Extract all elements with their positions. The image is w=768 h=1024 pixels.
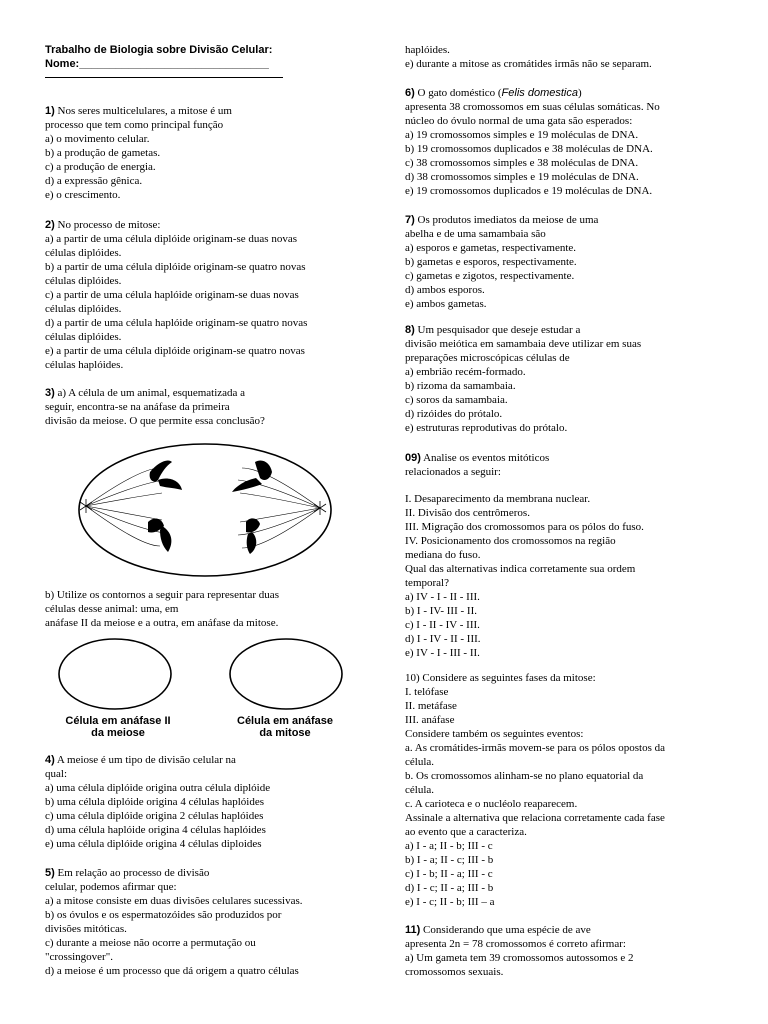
q2-option-d: d) a partir de uma célula haplóide originam-se quatro novas células diplóides.	[45, 317, 308, 343]
q10-option-e: e) I - c; II - b; III – a	[405, 896, 495, 908]
q6-text-2: apresenta 38 cromossomos em suas células somáticas. No núcleo do óvulo normal de uma gata são esperados:	[405, 101, 660, 127]
q1-option-c: c) a produção de energia.	[45, 161, 156, 173]
q5-option-d-continued: haplóides.	[405, 44, 450, 56]
q10-number: 10)	[405, 672, 420, 684]
q10-phase-1: I. telófase	[405, 686, 449, 698]
q2-option-c: c) a partir de uma célula haplóide originam-se duas novas células diplóides.	[45, 289, 299, 315]
q4-option-a: a) uma célula diplóide origina outra célula diplóide	[45, 782, 271, 794]
q10-event-c: c. A carioteca e o nucléolo reaparecem.	[405, 798, 578, 810]
question-2: 2) No processo de mitose: a) a partir de uma célula diplóide originam-se duas novas células diplóides. b) a partir de uma célula diplóide originam-se quatro novas células diplóides. c) a partir de uma célula haplóide originam-se duas novas células diplóides. d) a partir de uma célula haplóide originam-se quatro novas células diplóides. e) a partir de uma célula diplóide originam-se quatro novas células haplóides.	[45, 218, 363, 372]
question-3b	[45, 588, 363, 630]
q2-option-b: b) a partir de uma célula diplóide originam-se quatro novas células diplóides.	[45, 261, 306, 287]
q10-phase-3: III. anáfase	[405, 714, 455, 726]
q9-event-4: IV. Posicionamento dos cromossomos na região mediana do fuso.	[405, 535, 616, 561]
q9-option-d: d) I - IV - II - III.	[405, 633, 481, 645]
q5-option-e: e) durante a mitose as cromátides irmãs não se separam.	[405, 58, 652, 70]
q8-option-c: c) soros da samambaia.	[405, 394, 508, 406]
q4-option-d: d) uma célula haplóide origina 4 células haplóides	[45, 824, 266, 836]
question-3: 3) a) A célula de um animal, esquematizada a seguir, encontra-se na anáfase da primeira divisão da meiose. O que permite essa conclusão?	[45, 387, 265, 427]
separator-line	[45, 77, 283, 78]
q6-option-a: a) 19 cromossomos simples e 19 moléculas de DNA.	[405, 129, 639, 141]
question-9: 09) Analise os eventos mitóticos relacionados a seguir: I. Desaparecimento da membrana nuclear. II. Divisão dos centrômeros. III. Migração dos cromossomos para os pólos do fuso. IV. Posicionamento dos cromossomos na região mediana do fuso. Qual das alternativas indica corretamente sua ordem temporal? a) IV - I - II - III. b) I - IV- III - II. c) I - II - IV - III. d) I - IV - II - III. e) IV - I - III - II.	[405, 451, 730, 660]
question-7: 7) Os produtos imediatos da meiose de uma abelha e de uma samambaia são a) esporos e gametas, respectivamente. b) gametas e esporos, respectivamente. c) gametas e zigotos, respectivamente. d) ambos esporos. e) ambos gametas.	[405, 213, 730, 311]
q11-text: Considerando que uma espécie de ave apresenta 2n = 78 cromossomos é correto afirmar:	[405, 924, 626, 950]
q4-text: A meiose é um tipo de divisão celular na qual:	[45, 754, 236, 780]
q10-text-2: Considere também os seguintes eventos:	[405, 728, 584, 740]
question-11: 11) Considerando que uma espécie de ave apresenta 2n = 78 cromossomos é correto afirmar: a) Um gameta tem 39 cromossomos autossomos e 2 cromossomos sexuais.	[405, 923, 730, 979]
q5-text: Em relação ao processo de divisão celular, podemos afirmar que:	[45, 867, 210, 893]
question-5-continued	[405, 43, 730, 71]
question-4: 4) A meiose é um tipo de divisão celular na qual: a) uma célula diplóide origina outra célula diplóide b) uma célula diplóide origina 4 células haplóides c) uma célula diplóide origina 2 células haplóides d) uma célula haplóide origina 4 células haplóides e) uma célula diplóide origina 4 células diploides	[45, 753, 363, 851]
q10-option-a: a) I - a; II - b; III - c	[405, 840, 493, 852]
meiosis-anaphase-cell-diagram	[50, 438, 360, 580]
q10-question: Assinale a alternativa que relaciona corretamente cada fase ao evento que a caracteriza.	[405, 812, 665, 838]
q4-option-b: b) uma célula diplóide origina 4 células haplóides	[45, 796, 265, 808]
q5-option-b: b) os óvulos e os espermatozóides são produzidos por divisões mitóticas.	[45, 909, 282, 935]
q8-option-e: e) estruturas reprodutivas do prótalo.	[405, 422, 568, 434]
q10-phase-2: II. metáfase	[405, 700, 457, 712]
worksheet-title: Trabalho de Biologia sobre Divisão Celular:	[45, 44, 273, 56]
q8-option-d: d) rizóides do prótalo.	[405, 408, 503, 420]
q6-option-b: b) 19 cromossomos duplicados e 38 moléculas de DNA.	[405, 143, 653, 155]
outline-meiosis-anaphase-ii[interactable]	[59, 639, 171, 709]
q2-text: No processo de mitose:	[54, 219, 161, 231]
q11-option-a: a) Um gameta tem 39 cromossomos autossomos e 2 cromossomos sexuais.	[405, 952, 634, 978]
q6-option-d: d) 38 cromossomos simples e 19 moléculas de DNA.	[405, 171, 639, 183]
q1-option-a: a) o movimento celular.	[45, 133, 150, 145]
q7-option-e: e) ambos gametas.	[405, 298, 487, 310]
q9-option-b: b) I - IV- III - II.	[405, 605, 477, 617]
q2-option-e: e) a partir de uma célula diplóide originam-se quatro novas células haplóides.	[45, 345, 305, 371]
q9-text: Analise os eventos mitóticos relacionados a seguir:	[405, 452, 550, 478]
q7-option-b: b) gametas e esporos, respectivamente.	[405, 256, 577, 268]
q6-text: O gato doméstico (	[417, 87, 502, 99]
q9-option-e: e) IV - I - III - II.	[405, 647, 480, 659]
q7-text: Os produtos imediatos da meiose de uma abelha e de uma samambaia são	[405, 214, 599, 240]
q9-option-a: a) IV - I - II - III.	[405, 591, 480, 603]
q1-option-e: e) o crescimento.	[45, 189, 121, 201]
q9-question: Qual das alternativas indica corretamente sua ordem temporal?	[405, 563, 636, 589]
q7-option-d: d) ambos esporos.	[405, 284, 485, 296]
q3-text-a: a) A célula de um animal, esquematizada a seguir, encontra-se na anáfase da primeira divisão da meiose. O que permite essa conclusão?	[45, 387, 265, 427]
q10-option-b: b) I - a; II - c; III - b	[405, 854, 494, 866]
q1-text: Nos seres multicelulares, a mitose é um processo que tem como principal função	[45, 105, 232, 131]
q5-option-a: a) a mitose consiste em duas divisões celulares sucessivas.	[45, 895, 303, 907]
outline-mitosis-anaphase[interactable]	[230, 639, 342, 709]
question-6: 6) O gato doméstico (Felis domestica) apresenta 38 cromossomos em suas células somáticas. No núcleo do óvulo normal de uma gata são esperados: a) 19 cromossomos simples e 19 moléculas de DNA. b) 19 cromossomos duplicados e 38 moléculas de DNA. c) 38 cromossomos simples e 38 moléculas de DNA. d) 38 cromossomos simples e 19 moléculas de DNA. e) 19 cromossomos duplicados e 19 moléculas de DNA.	[405, 86, 730, 198]
caption-meiosis-anaphase-ii: Célula em anáfase II da meiose	[65, 715, 171, 739]
q10-option-d: d) I - c; II - a; III - b	[405, 882, 494, 894]
q5-option-c: c) durante a meiose não ocorre a permutação ou "crossingover".	[45, 937, 256, 963]
q10-event-a: a. As cromátides-irmãs movem-se para os pólos opostos da célula.	[405, 742, 665, 768]
q9-event-3: III. Migração dos cromossomos para os pólos do fuso.	[405, 521, 644, 533]
question-10	[405, 671, 730, 909]
question-5: 5) Em relação ao processo de divisão celular, podemos afirmar que: a) a mitose consiste em duas divisões celulares sucessivas. b) os óvulos e os espermatozóides são produzidos por divisões mitóticas. c) durante a meiose não ocorre a permutação ou "crossingover". d) a meiose é um processo que dá origem a quatro células	[45, 866, 363, 978]
q2-option-a: a) a partir de uma célula diplóide originam-se duas novas células diplóides.	[45, 233, 297, 259]
q4-option-c: c) uma célula diplóide origina 2 células haplóides	[45, 810, 264, 822]
q8-option-b: b) rizoma da samambaia.	[405, 380, 516, 392]
q6-species: Felis domestica	[501, 87, 578, 99]
q9-event-2: II. Divisão dos centrômeros.	[405, 507, 530, 519]
question-1: 1) Nos seres multicelulares, a mitose é um processo que tem como principal função a) o movimento celular. b) a produção de gametas. c) a produção de energia. d) a expressão gênica. e) o crescimento.	[45, 104, 363, 202]
q1-option-b: b) a produção de gametas.	[45, 147, 161, 159]
q4-option-e: e) uma célula diplóide origina 4 células diploides	[45, 838, 262, 850]
question-8: 8) Um pesquisador que deseje estudar a divisão meiótica em samambaia deve utilizar em suas preparações microscópicas células de a) embrião recém-formado. b) rizoma da samambaia. c) soros da samambaia. d) rizóides do prótalo. e) estruturas reprodutivas do prótalo.	[405, 323, 730, 435]
q6-option-c: c) 38 cromossomos simples e 38 moléculas de DNA.	[405, 157, 639, 169]
q10-option-c: c) I - b; II - a; III - c	[405, 868, 493, 880]
q10-event-b: b. Os cromossomos alinham-se no plano equatorial da célula.	[405, 770, 644, 796]
q8-option-a: a) embrião recém-formado.	[405, 366, 526, 378]
q8-text: Um pesquisador que deseje estudar a divisão meiótica em samambaia deve utilizar em suas preparações microscópicas células de	[405, 324, 642, 364]
q7-option-c: c) gametas e zigotos, respectivamente.	[405, 270, 575, 282]
q1-option-d: d) a expressão gênica.	[45, 175, 143, 187]
name-field[interactable]: Nome:_______________________________	[45, 58, 269, 70]
q7-option-a: a) esporos e gametas, respectivamente.	[405, 242, 577, 254]
q6-option-e: e) 19 cromossomos duplicados e 19 moléculas de DNA.	[405, 185, 653, 197]
q9-option-c: c) I - II - IV - III.	[405, 619, 480, 631]
caption-mitosis-anaphase: Célula em anáfase da mitose	[237, 715, 333, 739]
q3-text-b: b) Utilize os contornos a seguir para representar duas células desse animal: uma, em anáfase II da meiose e a outra, em anáfase da mitose.	[45, 589, 279, 629]
drawing-outlines	[55, 636, 365, 712]
q5-option-d: d) a meiose é um processo que dá origem a quatro células	[45, 965, 299, 977]
q10-text: Considere as seguintes fases da mitose:	[422, 672, 596, 684]
q9-event-1: I. Desaparecimento da membrana nuclear.	[405, 493, 591, 505]
